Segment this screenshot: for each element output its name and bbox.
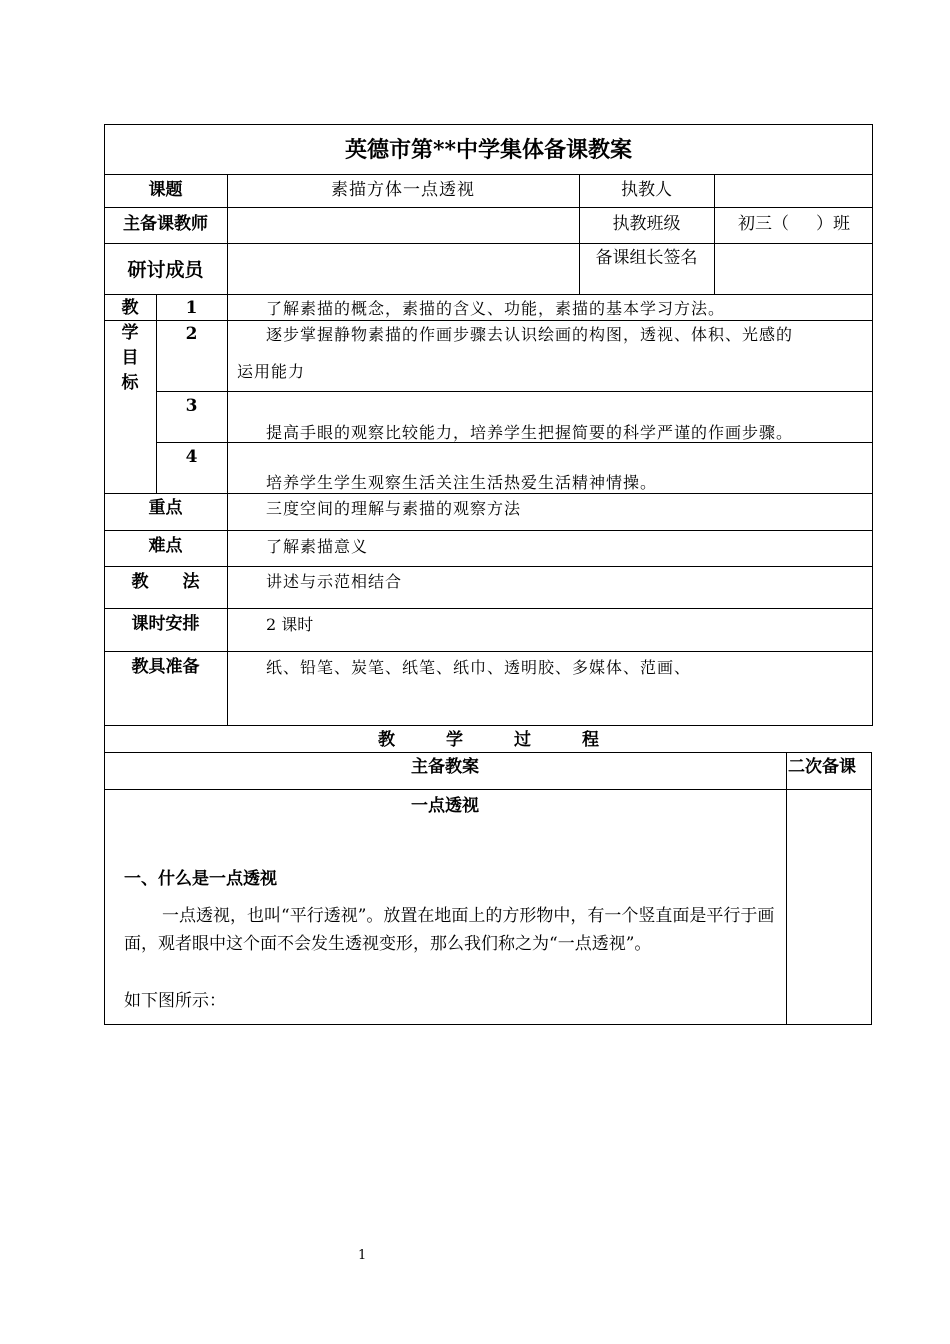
section-paragraph: 一点透视，也叫“平行透视”。放置在地面上的方形物中，有一个竖直面是平行于画面，观者眼中这个面不会发生透视变形，那么我们称之为“一点透视”。: [124, 906, 775, 954]
row-divider: [104, 320, 873, 321]
table-border-bottom: [104, 1024, 872, 1025]
tools-value: 纸、铅笔、炭笔、纸笔、纸巾、透明胶、多媒体、范画、: [266, 658, 692, 677]
row-divider: [104, 608, 873, 609]
row-divider: [104, 174, 873, 175]
key-point-label: 重点: [148, 498, 183, 518]
difficulty-value: 了解素描意义: [266, 537, 369, 556]
col-divider: [714, 174, 715, 294]
topic-label: 课题: [148, 180, 183, 200]
difficulty-label: 难点: [148, 536, 183, 556]
col-divider: [227, 294, 228, 725]
goal-text: 提高手眼的观察比较能力，培养学生把握简要的科学严谨的作画步骤。: [266, 423, 794, 442]
goal-text: 了解素描的概念，素描的含义、功能，素描的基本学习方法。: [266, 299, 726, 318]
goal-text: 逐步掌握静物素描的作画步骤去认识绘画的构图，透视、体积、光感的: [266, 325, 794, 344]
goal-number: 3: [185, 396, 198, 416]
schedule-label: 课时安排: [131, 614, 200, 634]
row-divider: [104, 752, 872, 753]
method-value: 讲述与示范相结合: [266, 572, 403, 591]
col-divider: [786, 752, 787, 1025]
teacher-label: 执教人: [621, 180, 672, 200]
goal-text: 培养学生学生观察生活关注生活热爱生活精神情操。: [266, 473, 658, 492]
members-label: 研讨成员: [127, 259, 204, 281]
row-divider: [104, 493, 873, 494]
document-title: 英德市第**中学集体备课教案: [344, 137, 632, 163]
process-header: 教 学 过 程: [378, 730, 599, 750]
figure-caption: 如下图所示：: [124, 991, 226, 1011]
class-value: 初三（ ）班: [738, 214, 851, 234]
row-divider: [104, 294, 873, 295]
row-divider: [104, 725, 873, 726]
goal-number: 1: [185, 298, 198, 318]
page-number: 1: [358, 1248, 367, 1263]
goal-text-continued: 运用能力: [237, 362, 306, 381]
goal-number: 2: [185, 324, 198, 344]
tools-label: 教具准备: [131, 657, 200, 677]
section-title: 一点透视: [411, 796, 479, 816]
goal-number: 4: [185, 447, 198, 467]
row-divider: [156, 391, 873, 392]
row-divider: [104, 651, 873, 652]
main-plan-label: 主备教案: [411, 757, 479, 777]
teaching-goals-label: 教学目标: [121, 298, 139, 393]
group-leader-sign-label: 备课组长签名: [595, 248, 698, 268]
class-label: 执教班级: [612, 214, 681, 234]
table-border-right: [872, 124, 873, 726]
row-divider: [104, 207, 873, 208]
row-divider: [104, 789, 872, 790]
section-heading: 一、什么是一点透视: [124, 869, 277, 889]
method-label: 教 法: [131, 572, 200, 592]
schedule-value: 2 课时: [266, 615, 314, 634]
row-divider: [104, 243, 873, 244]
row-divider: [104, 566, 873, 567]
table-border-top: [104, 124, 873, 125]
lead-teacher-label: 主备课教师: [123, 214, 208, 234]
topic-value: 素描方体一点透视: [331, 180, 475, 200]
key-point-value: 三度空间的理解与素描的观察方法: [266, 499, 522, 518]
second-plan-label: 二次备课: [788, 757, 856, 777]
row-divider: [104, 530, 873, 531]
table-border-right-lower: [871, 752, 872, 1025]
